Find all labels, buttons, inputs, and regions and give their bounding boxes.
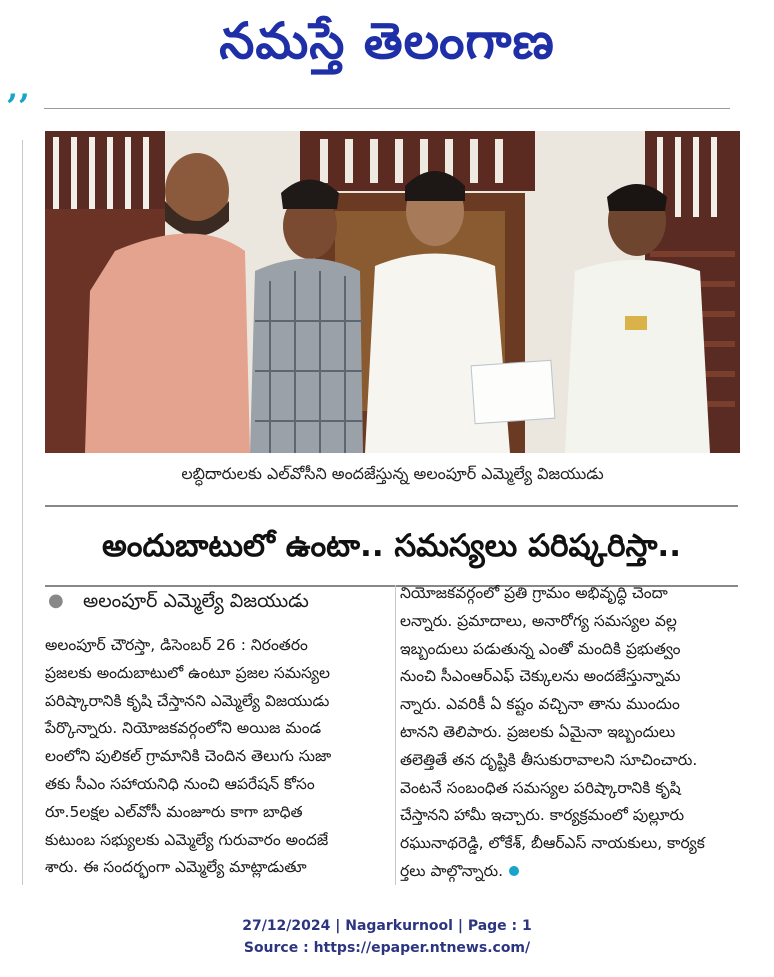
top-divider <box>44 108 730 109</box>
article-line: న్నారు. ఎవరికీ ఏ కష్టం వచ్చినా తాను ముందుం <box>400 695 680 714</box>
article-line: శారు. ఈ సందర్భంగా ఎమ్మెల్యే మాట్లాడుతూ <box>45 858 307 877</box>
article-line: చేస్తానని హామీ ఇచ్చారు. కార్యక్రమంలో పుల్లూరు <box>400 806 685 825</box>
article-line: వెంటనే సంబంధిత సమస్యల పరిష్కారానికి కృషి <box>400 778 681 797</box>
article-line: నియోజకవర్గంలో ప్రతి గ్రామం అభివృద్ధి చెందా <box>400 584 668 602</box>
footer-date-edition: 27/12/2024 | Nagarkurnool | Page : 1 <box>242 918 532 934</box>
news-photo <box>45 131 740 453</box>
article-line: నుంచి సీఎంఆర్‌ఎఫ్‌ చెక్కులను అందజేస్తున్నామ <box>400 667 681 686</box>
article-line: కుటుంబ సభ్యులకు ఎమ్మెల్యే గురువారం అందజే <box>45 830 329 849</box>
article-line: పరిష్కారానికి కృషి చేస్తానని ఎమ్మెల్యే విజయుడు <box>45 691 330 710</box>
byline <box>45 586 390 616</box>
article-line: అలంపూర్‌ చౌరస్తా, డిసెంబర్‌ 26 : నిరంతరం <box>45 636 308 654</box>
article-line: తలెత్తితే తన దృష్టికి తీసుకురావాలని సూచించారు. <box>400 750 698 769</box>
article-line: తకు సీఎం సహాయనిధి నుంచి ఆపరేషన్‌ కోసం <box>45 774 315 793</box>
article-line-last <box>400 858 738 886</box>
headline-box <box>45 505 738 587</box>
quote-mark-icon: ’’ <box>6 87 30 127</box>
bullet-icon: ● <box>48 590 64 611</box>
page-footer <box>0 915 774 959</box>
footer-source-link[interactable]: Source : https://epaper.ntnews.com/ <box>243 940 531 956</box>
left-divider <box>22 140 23 885</box>
article-line: ప్రజలకు అందుబాటులో ఉంటూ ప్రజల సమస్యల <box>45 663 330 682</box>
article-line: లన్నారు. ప్రమాదాలు, అనారోగ్య సమస్యల వల్ల <box>400 611 677 630</box>
byline-text: అలంపూర్‌ ఎమ్మెల్యే విజయుడు <box>83 590 309 612</box>
article-line: లంలోని పులికల్‌ గ్రామానికి చెందిన తెలుగు సుజా <box>45 747 332 766</box>
article-line: రఘునాథరెడ్డి, లోకేశ్‌, బీఆర్‌ఎస్‌ నాయకులు, కార్యక <box>400 834 705 853</box>
news-photo-illustration <box>45 131 740 453</box>
article-line: టానని తెలిపారు. ప్రజలకు ఏమైనా ఇబ్బందులు <box>400 722 676 741</box>
article-column-left <box>45 632 391 882</box>
article-line-end-text: ర్తలు పాల్గొన్నారు. <box>400 861 504 880</box>
masthead-title: నమస్తే తెలంగాణ <box>219 12 555 70</box>
photo-caption: లబ్ధిదారులకు ఎల్‌వోసీని అందజేస్తున్న అలంపూర్‌ ఎమ్మెల్యే విజయుడు <box>181 464 604 483</box>
article-headline: అందుబాటులో ఉంటా.. సమస్యలు పరిష్కరిస్తా.. <box>102 528 681 564</box>
article-line: ఇబ్బందులు పడుతున్న ఎంతో మందికి ప్రభుత్వం <box>400 639 681 658</box>
article-line: పేర్కొన్నారు. నియోజకవర్గంలోని అయిజ మండ <box>45 719 322 738</box>
column-divider <box>395 585 396 885</box>
article-line: రూ.5లక్షల ఎల్‌వోసీ మంజూరు కాగా బాధిత <box>45 802 303 821</box>
end-dot-icon <box>509 866 519 876</box>
article-column-right <box>400 580 738 886</box>
